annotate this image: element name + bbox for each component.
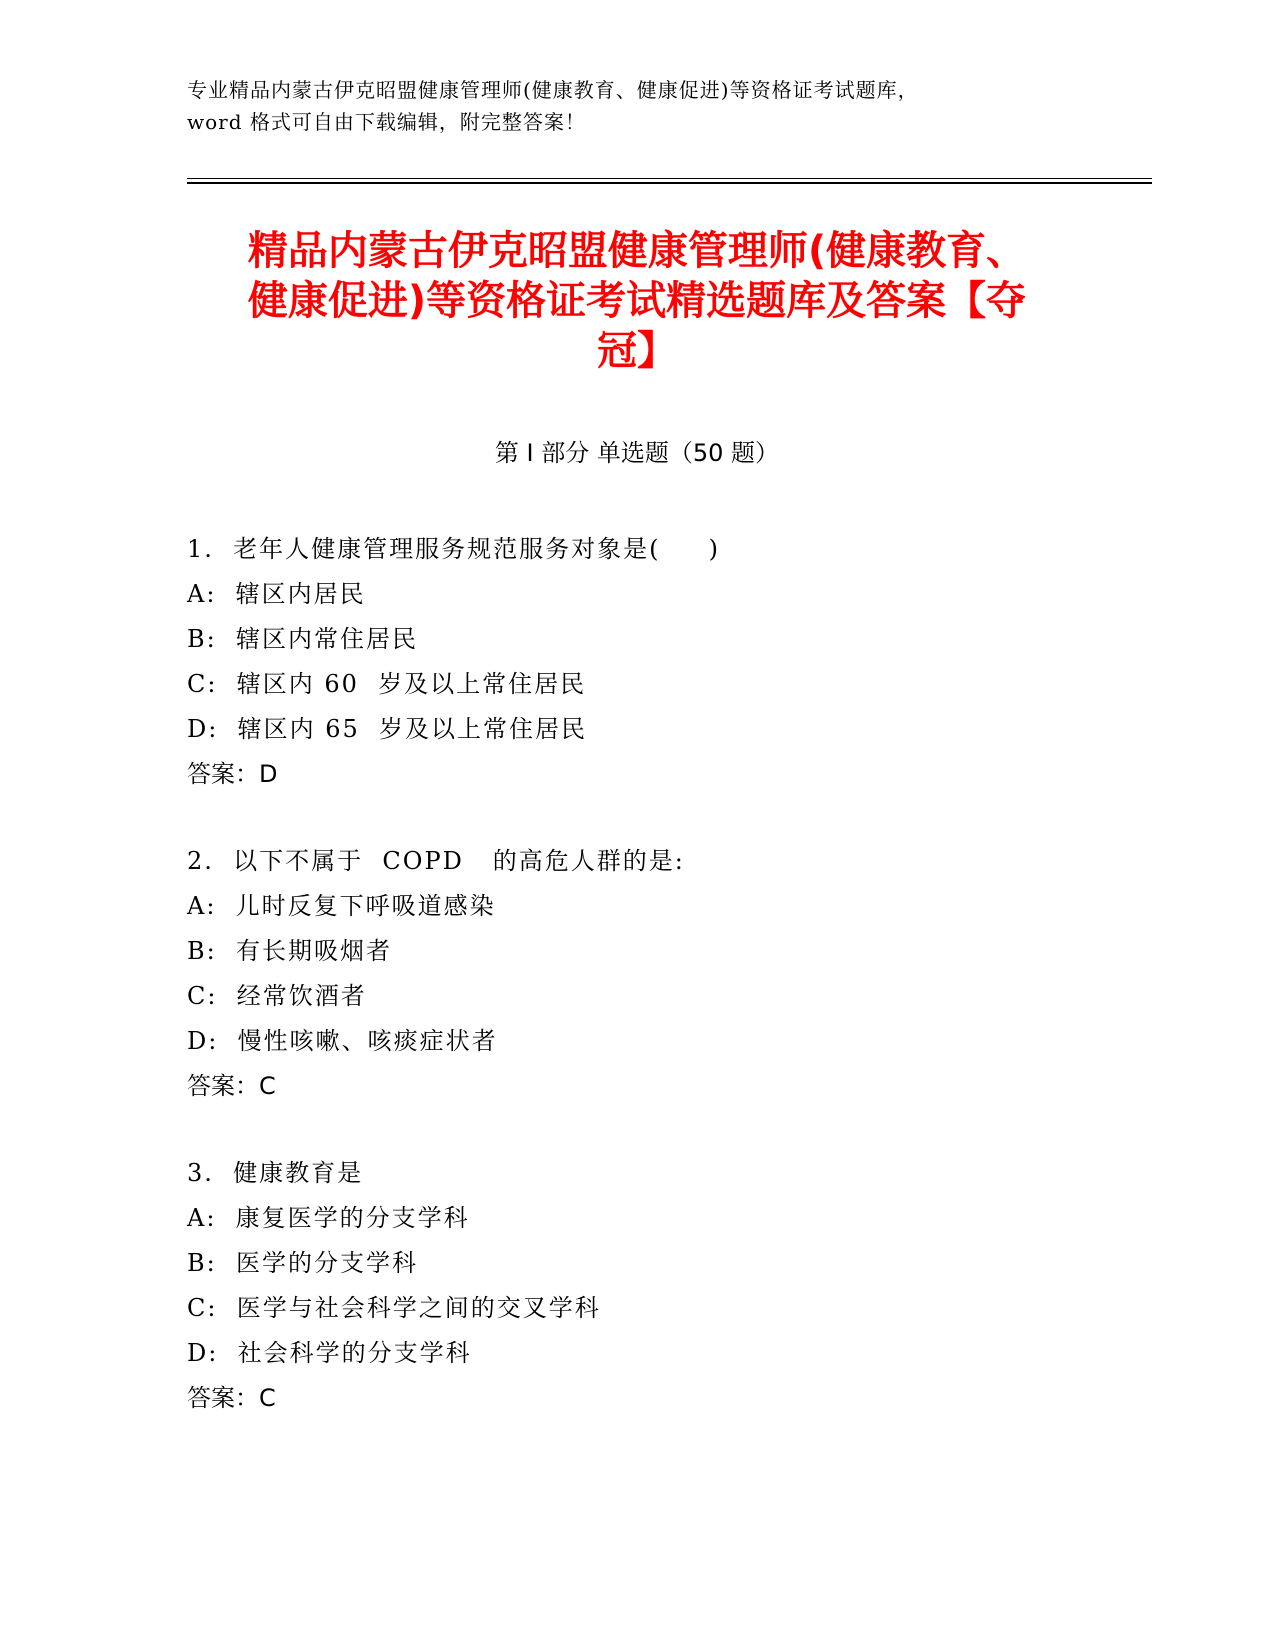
- question-item: [187, 527, 1087, 797]
- option-a: A: 康复医学的分支学科: [187, 1204, 470, 1232]
- section-title: 第 I 部分 单选题（50 题）: [494, 439, 780, 467]
- option-b: B: 有长期吸烟者: [187, 937, 392, 965]
- question-item: [187, 1151, 1087, 1421]
- option-d: D: 辖区内 65 岁及以上常住居民: [187, 715, 588, 743]
- option-c: C: 辖区内 60 岁及以上常住居民: [187, 670, 587, 698]
- document-title-line-2: 健康促进)等资格证考试精选题库及答案【夺: [247, 278, 1027, 324]
- option-d: D: 慢性咳嗽、咳痰症状者: [187, 1027, 498, 1055]
- option-d: D: 社会科学的分支学科: [187, 1339, 472, 1367]
- header-note: [187, 74, 1107, 138]
- option-a: A: 儿时反复下呼吸道感染: [187, 892, 496, 920]
- option-c: C: 经常饮酒者: [187, 982, 367, 1010]
- header-note-line-1: 专业精品内蒙古伊克昭盟健康管理师(健康教育、健康促进)等资格证考试题库，: [187, 78, 919, 102]
- answer-line: 答案：D: [187, 760, 278, 788]
- question-item: [187, 839, 1087, 1109]
- option-b: B: 医学的分支学科: [187, 1249, 418, 1277]
- question-stem: 2. 以下不属于 COPD 的高危人群的是:: [187, 847, 685, 875]
- question-list: [187, 527, 1087, 1463]
- header-divider-thick: [187, 182, 1152, 184]
- answer-line: 答案：C: [187, 1384, 276, 1412]
- question-stem: 3. 健康教育是: [187, 1159, 364, 1187]
- document-title: [187, 226, 1087, 376]
- answer-line: 答案：C: [187, 1072, 276, 1100]
- header-divider-thin: [187, 178, 1152, 179]
- document-title-line-1: 精品内蒙古伊克昭盟健康管理师(健康教育、: [247, 228, 1027, 274]
- option-b: B: 辖区内常住居民: [187, 625, 418, 653]
- header-note-line-2: word 格式可自由下载编辑，附完整答案！: [187, 110, 586, 134]
- option-a: A: 辖区内居民: [187, 580, 366, 608]
- question-stem: 1. 老年人健康管理服务规范服务对象是( ): [187, 535, 721, 563]
- document-title-line-3: 冠】: [597, 328, 677, 374]
- option-c: C: 医学与社会科学之间的交叉学科: [187, 1294, 601, 1322]
